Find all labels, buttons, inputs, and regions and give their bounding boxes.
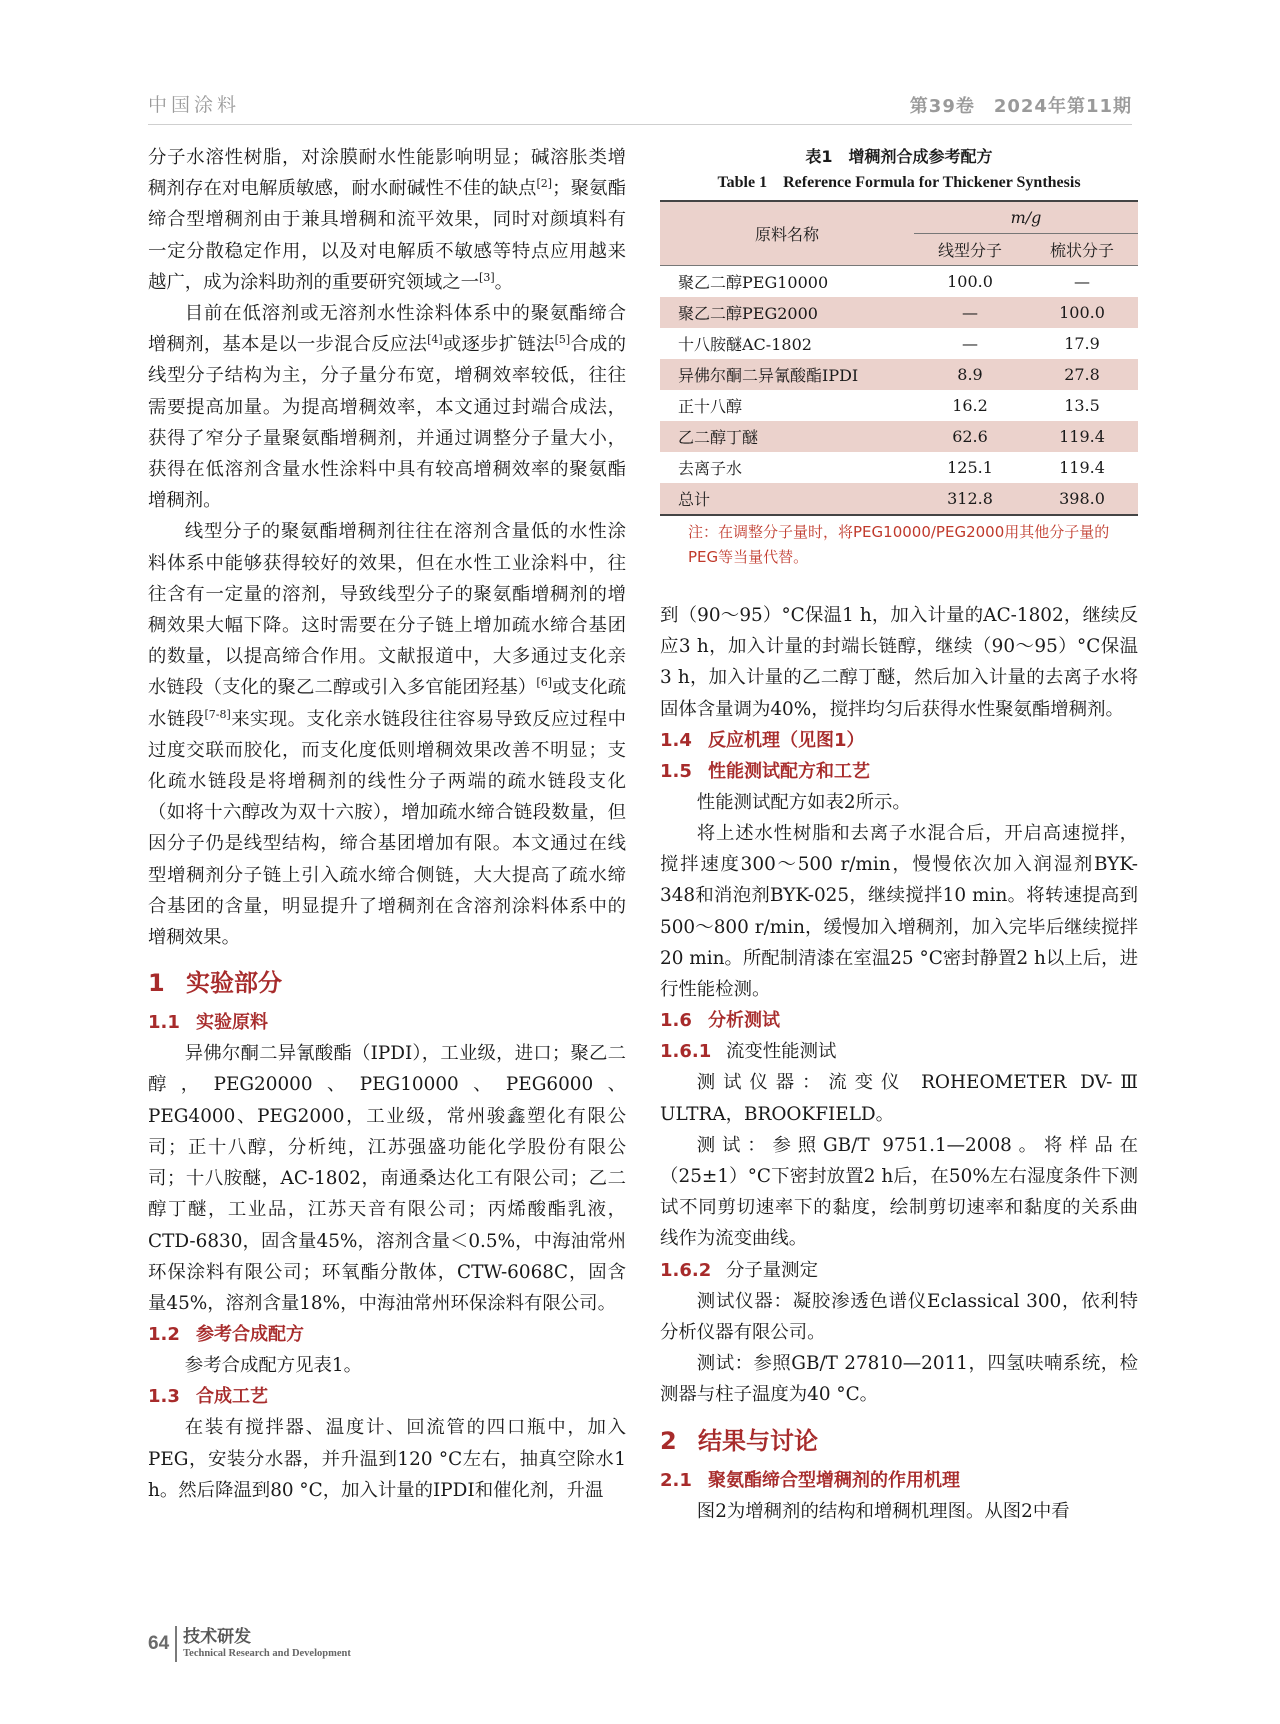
header-rule <box>148 124 1132 125</box>
paragraph-2: 目前在低溶剂或无溶剂水性涂料体系中的聚氨酯缔合增稠剂，基本是以一步混合反应法[4]或逐步扩链法[5]合成的线型分子结构为主，分子量分布宽，增稠效率较低，往往需要提高加量。为提高增稠效率，本文通过封端合成法，获得了窄分子量聚氨酯增稠剂，并通过调整分子量大小，获得在低溶剂含量水性涂料中具有较高增稠效率的聚氨酯增稠剂。 <box>148 303 626 512</box>
row-comb: 398.0 <box>1026 483 1138 515</box>
table-header-unit: m/g <box>914 201 1138 234</box>
row-name: 去离子水 <box>678 459 743 478</box>
subsection-heading-1-6-1: 1.6.1 流变性能测试 <box>660 1041 837 1063</box>
journal-name: 中国涂料 <box>148 94 241 116</box>
row-linear: 62.6 <box>914 421 1026 452</box>
paragraph-materials: 异佛尔酮二异氰酸酯（IPDI），工业级，进口；聚乙二醇，PEG20000、PEG10000、PEG6000、PEG4000、PEG2000，工业级，常州骏鑫塑化有限公司；正十八醇，分析纯，江苏强盛功能化学股份有限公司；十八胺醚，AC-1802，南通桑达化工有限公司；乙二醇丁醚，工业品，江苏天音有限公司；丙烯酸酯乳液，CTD-6830，固含量45%，溶剂含量＜0.5%，中海油常州环保涂料有限公司；环氧酯分散体，CTW-6068C，固含量45%，溶剂含量18%，中海油常州环保涂料有限公司。 <box>148 1043 626 1314</box>
row-comb: 100.0 <box>1026 297 1138 328</box>
column-spacer <box>660 570 1138 600</box>
table-header-name: 原料名称 <box>660 201 914 266</box>
page-number: 64 <box>148 1633 170 1654</box>
left-column <box>148 142 626 1506</box>
subsection-heading-1-1: 1.1 实验原料 <box>148 1012 268 1034</box>
row-comb: 119.4 <box>1026 421 1138 452</box>
table1-caption-en: Table 1 Reference Formula for Thickener Synthesis <box>717 174 1081 191</box>
paragraph-3: 线型分子的聚氨酯增稠剂往往在溶剂含量低的水性涂料体系中能够获得较好的效果，但在水性工业涂料中，往往含有一定量的溶剂，导致线型分子的聚氨酯增稠剂的增稠效果大幅下降。这时需要在分子链上增加疏水缔合基团的数量，以提高缔合作用。文献报道中，大多通过支化亲水链段（支化的聚乙二醇或引入多官能团羟基）[6]或支化疏水链段[7-8]来实现。支化亲水链段往往容易导致反应过程中过度交联而胶化，而支化度低则增稠效果改善不明显；支化疏水链段是将增稠剂的线性分子两端的疏水链段支化（如将十六醇改为双十六胺），增加疏水缔合链段数量，但因分子仍是线型结构，缔合基团增加有限。本文通过在线型增稠剂分子链上引入疏水缔合侧链，大大提高了疏水缔合基团的含量，明显提升了增稠剂在含溶剂涂料体系中的增稠效果。 <box>148 521 626 949</box>
footer-divider <box>175 1626 177 1662</box>
subsection-heading-1-6-2: 1.6.2 分子量测定 <box>660 1259 818 1281</box>
row-name: 异佛尔酮二异氰酸酯IPDI <box>660 359 914 390</box>
row-comb: 27.8 <box>1026 359 1138 390</box>
footer-section-cn: 技术研发 <box>183 1627 252 1647</box>
table-row <box>660 297 1138 328</box>
section-heading-2: 2 结果与讨论 <box>660 1426 818 1455</box>
table1-note: 注：在调整分子量时，将PEG10000/PEG2000用其他分子量的PEG等当量代替。 <box>688 523 1110 566</box>
paragraph-ref-formula: 参考合成配方见表1。 <box>184 1355 363 1377</box>
table-row <box>660 328 1138 359</box>
paragraph-rheo-instrument: 测试仪器：流变仪 ROHEOMETER DV-Ⅲ ULTRA，BROOKFIELD。 <box>660 1072 1138 1125</box>
subsection-heading-1-5: 1.5 性能测试配方和工艺 <box>660 760 870 782</box>
row-name: 乙二醇丁醚 <box>660 421 914 452</box>
row-linear: 8.9 <box>914 359 1026 390</box>
section-heading-1: 1 实验部分 <box>148 969 282 998</box>
subsection-heading-1-3: 1.3 合成工艺 <box>148 1386 268 1408</box>
table-row <box>660 390 1138 421</box>
subsection-heading-1-4: 1.4 反应机理（见图1） <box>660 729 865 751</box>
table-row <box>660 359 1138 390</box>
row-linear: 312.8 <box>914 483 1026 515</box>
row-name: 总计 <box>660 483 914 515</box>
paragraph-synthesis: 在装有搅拌器、温度计、回流管的四口瓶中，加入PEG，安装分水器，并升温到120 °C左右，抽真空除水1 h。然后降温到80 °C，加入计量的IPDI和催化剂，升温 <box>148 1417 626 1501</box>
table-row <box>660 452 1138 483</box>
paragraph-synthesis-cont: 到（90～95）°C保温1 h，加入计量的AC-1802，继续反应3 h，加入计量的封端长链醇，继续（90～95）°C保温3 h，加入计量的乙二醇丁醚，然后加入计量的去离子水将固体含量调为40%，搅拌均匀后获得水性聚氨酯增稠剂。 <box>660 605 1138 720</box>
right-column <box>660 142 1138 1527</box>
row-name: 正十八醇 <box>678 397 743 416</box>
paragraph-intro: 分子水溶性树脂，对涂膜耐水性能影响明显；碱溶胀类增稠剂存在对电解质敏感，耐水耐碱性不佳的缺点[2]；聚氨酯缔合型增稠剂由于兼具增稠和流平效果，同时对颜填料有一定分散稳定作用，以及对电解质不敏感等特点应用越来越广，成为涂料助剂的重要研究领域之一[3]。 <box>148 147 626 293</box>
page-footer <box>148 1626 351 1662</box>
paragraph-test-formula: 性能测试配方如表2所示。 <box>696 791 911 813</box>
row-comb: 119.4 <box>1059 458 1105 477</box>
table1-caption-cn: 表1 增稠剂合成参考配方 <box>805 147 993 166</box>
row-linear: 100.0 <box>947 272 993 291</box>
row-linear: 125.1 <box>947 458 993 477</box>
issue-info: 第39卷 2024年第11期 <box>909 96 1132 117</box>
table-header-linear: 线型分子 <box>914 234 1026 266</box>
row-name: 十八胺醚AC-1802 <box>678 335 812 354</box>
subsection-heading-1-6: 1.6 分析测试 <box>660 1010 780 1032</box>
row-comb: 17.9 <box>1064 334 1100 353</box>
row-comb: 13.5 <box>1064 396 1100 415</box>
table-header-comb: 梳状分子 <box>1026 234 1138 266</box>
footer-section <box>183 1627 351 1661</box>
paragraph-test-process: 将上述水性树脂和去离子水混合后，开启高速搅拌，搅拌速度300～500 r/min，慢慢依次加入润湿剂BYK-348和消泡剂BYK-025，继续搅拌10 min。将转速提高到500～800 r/min，缓慢加入增稠剂，加入完毕后继续搅拌20 min。所配制清漆在室温25 °C密封静置2 h以上后，进行性能检测。 <box>660 823 1138 1001</box>
row-name: 聚乙二醇PEG2000 <box>660 297 914 328</box>
paragraph-gpc-test: 测试：参照GB/T 27810—2011，四氢呋喃系统，检测器与柱子温度为40 °C。 <box>660 1353 1138 1406</box>
row-linear: 16.2 <box>952 396 988 415</box>
row-linear: — <box>962 334 978 353</box>
subsection-heading-1-2: 1.2 参考合成配方 <box>148 1324 304 1346</box>
footer-section-en: Technical Research and Development <box>183 1648 351 1659</box>
table-row-total <box>660 483 1138 515</box>
paragraph-gpc-instrument: 测试仪器：凝胶渗透色谱仪Eclassical 300，依利特分析仪器有限公司。 <box>660 1290 1138 1344</box>
row-comb: — <box>1074 272 1090 291</box>
subsection-heading-2-1: 2.1 聚氨酯缔合型增稠剂的作用机理 <box>660 1469 960 1491</box>
table1 <box>660 200 1138 516</box>
paragraph-rheo-test: 测试：参照GB/T 9751.1—2008。将样品在（25±1）°C下密封放置2 h后，在50%左右湿度条件下测试不同剪切速率下的黏度，绘制剪切速率和黏度的关系曲线作为流变曲线。 <box>660 1134 1138 1250</box>
table-row <box>660 266 1138 298</box>
paragraph-mechanism: 图2为增稠剂的结构和增稠机理图。从图2中看 <box>696 1500 1070 1522</box>
row-linear: — <box>914 297 1026 328</box>
row-name: 聚乙二醇PEG10000 <box>678 273 829 292</box>
table-row <box>660 421 1138 452</box>
